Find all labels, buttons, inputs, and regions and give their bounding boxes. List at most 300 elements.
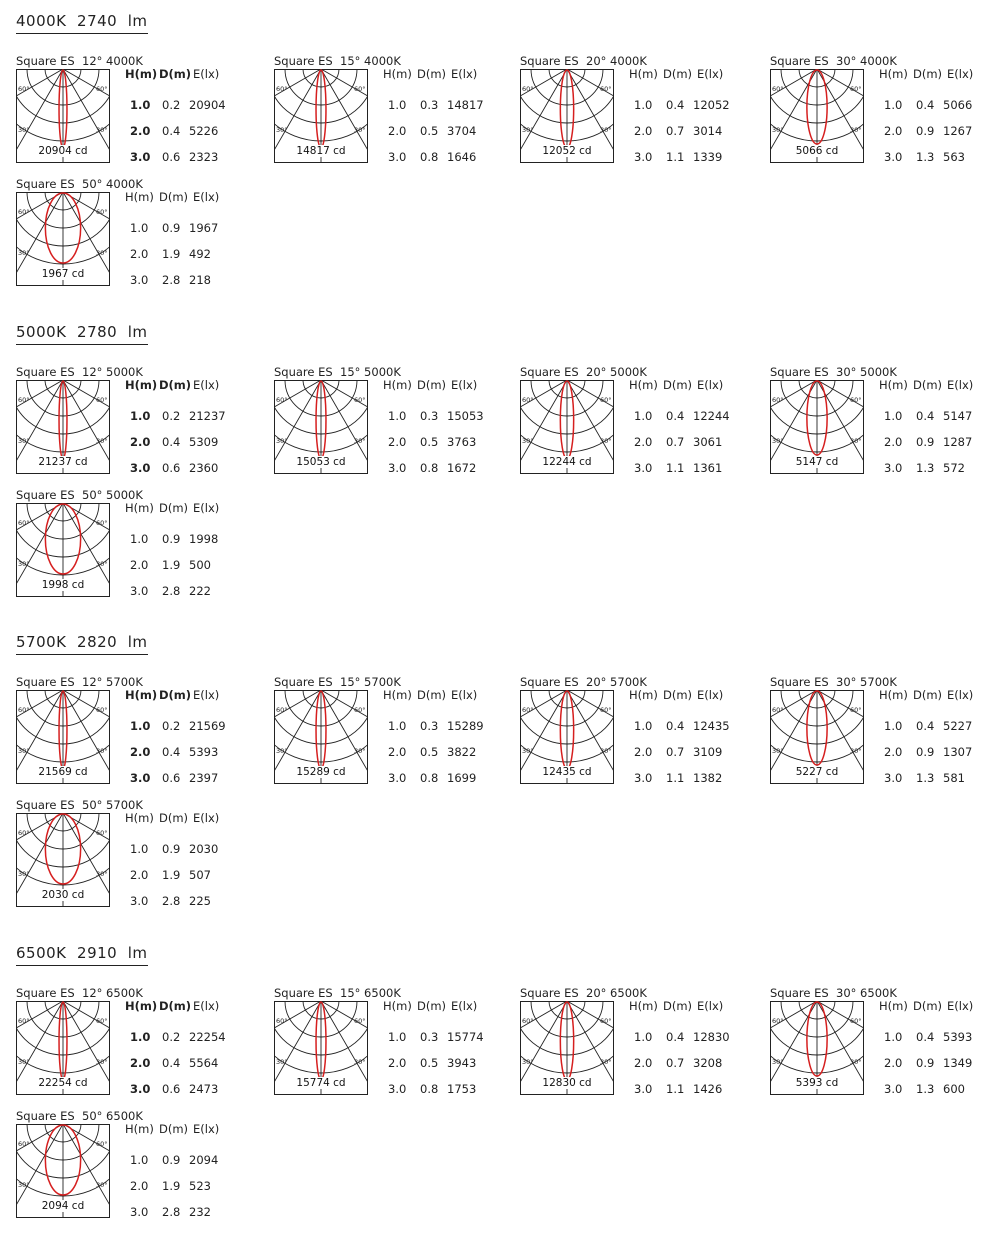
angle-label: 30° [18, 560, 30, 568]
distance-cell: 1.1 [666, 1082, 685, 1096]
angle-label: 30° [276, 126, 288, 134]
peak-candela-label: 22254 cd [38, 1077, 88, 1089]
polar-diagram [520, 1001, 614, 1095]
height-cell: 2.0 [130, 1056, 151, 1070]
table-header: E(lx) [947, 378, 974, 392]
height-cell: 3.0 [388, 150, 407, 164]
polar-diagram [274, 69, 368, 163]
distance-cell: 0.6 [162, 150, 181, 164]
height-cell: 1.0 [884, 98, 903, 112]
angle-label: 60° [772, 85, 784, 93]
angle-label: 60° [96, 1017, 108, 1025]
angle-label: 60° [522, 396, 534, 404]
illuminance-cell: 5309 [189, 435, 219, 449]
table-header: H(m) [383, 999, 412, 1013]
card-title: Square ES 12° 5700K [16, 675, 143, 689]
card-title: Square ES 30° 6500K [770, 986, 897, 1000]
angle-label: 60° [18, 1140, 30, 1148]
table-header: H(m) [879, 67, 908, 81]
height-cell: 2.0 [130, 868, 149, 882]
height-cell: 1.0 [634, 1030, 653, 1044]
table-header: H(m) [125, 688, 158, 702]
photometric-card [16, 986, 246, 1106]
illuminance-cell: 12830 [693, 1030, 730, 1044]
height-cell: 2.0 [130, 124, 151, 138]
card-title: Square ES 20° 5700K [520, 675, 647, 689]
illuminance-cell: 2094 [189, 1153, 219, 1167]
table-header: D(m) [159, 190, 189, 204]
height-cell: 1.0 [130, 1030, 151, 1044]
illuminance-cell: 1287 [943, 435, 973, 449]
distance-cell: 1.1 [666, 461, 685, 475]
polar-diagram [770, 690, 864, 784]
angle-label: 30° [18, 437, 30, 445]
card-title: Square ES 12° 6500K [16, 986, 143, 1000]
table-header: D(m) [663, 999, 693, 1013]
photometric-card [520, 365, 750, 485]
photometric-card [274, 986, 504, 1106]
angle-label: 60° [600, 706, 612, 714]
distance-cell: 0.6 [162, 1082, 181, 1096]
table-header: H(m) [125, 501, 154, 515]
distance-cell: 0.5 [420, 435, 439, 449]
illuminance-table [383, 688, 508, 793]
photometric-card [770, 365, 1000, 485]
table-header: E(lx) [451, 999, 478, 1013]
angle-label: 30° [850, 1058, 862, 1066]
table-header: H(m) [879, 688, 908, 702]
height-cell: 1.0 [388, 1030, 407, 1044]
height-cell: 2.0 [634, 435, 653, 449]
distance-cell: 1.9 [162, 868, 181, 882]
distance-cell: 0.3 [420, 1030, 439, 1044]
distance-cell: 0.7 [666, 1056, 685, 1070]
height-cell: 2.0 [884, 124, 903, 138]
height-cell: 1.0 [130, 221, 149, 235]
illuminance-cell: 22254 [189, 1030, 226, 1044]
photometric-card [770, 986, 1000, 1106]
distance-cell: 0.2 [162, 719, 181, 733]
peak-candela-label: 15289 cd [296, 766, 346, 778]
illuminance-cell: 5564 [189, 1056, 219, 1070]
polar-diagram [16, 192, 110, 286]
height-cell: 1.0 [130, 409, 151, 423]
illuminance-cell: 1672 [447, 461, 477, 475]
table-header: D(m) [417, 688, 447, 702]
table-header: E(lx) [193, 67, 220, 81]
table-header: D(m) [913, 999, 943, 1013]
illuminance-cell: 5393 [943, 1030, 973, 1044]
table-header: E(lx) [697, 378, 724, 392]
photometric-card [770, 675, 1000, 795]
illuminance-cell: 14817 [447, 98, 484, 112]
photometric-card [16, 798, 246, 918]
distance-cell: 0.2 [162, 1030, 181, 1044]
height-cell: 2.0 [130, 745, 151, 759]
angle-label: 30° [522, 126, 534, 134]
card-title: Square ES 12° 4000K [16, 54, 143, 68]
distance-cell: 1.3 [916, 1082, 935, 1096]
angle-label: 60° [96, 208, 108, 216]
photometric-card [520, 675, 750, 795]
distance-cell: 1.1 [666, 771, 685, 785]
illuminance-cell: 21569 [189, 719, 226, 733]
illuminance-cell: 523 [189, 1179, 211, 1193]
distance-cell: 0.3 [420, 719, 439, 733]
distance-cell: 0.8 [420, 150, 439, 164]
height-cell: 3.0 [130, 894, 149, 908]
illuminance-cell: 2323 [189, 150, 219, 164]
table-header: D(m) [913, 67, 943, 81]
illuminance-cell: 5226 [189, 124, 219, 138]
polar-diagram [16, 503, 110, 597]
distance-cell: 0.6 [162, 771, 181, 785]
angle-label: 60° [96, 1140, 108, 1148]
polar-diagram [16, 69, 110, 163]
angle-label: 30° [96, 249, 108, 257]
table-header: D(m) [913, 688, 943, 702]
height-cell: 1.0 [130, 1153, 149, 1167]
angle-label: 60° [18, 396, 30, 404]
illuminance-table [629, 378, 754, 483]
angle-label: 60° [850, 396, 862, 404]
polar-diagram [770, 1001, 864, 1095]
illuminance-cell: 225 [189, 894, 211, 908]
peak-candela-label: 21569 cd [38, 766, 88, 778]
table-header: E(lx) [697, 688, 724, 702]
angle-label: 60° [772, 706, 784, 714]
photometric-card [274, 675, 504, 795]
table-header: H(m) [629, 688, 658, 702]
height-cell: 3.0 [634, 771, 653, 785]
card-title: Square ES 15° 6500K [274, 986, 401, 1000]
angle-label: 30° [276, 437, 288, 445]
distance-cell: 0.5 [420, 745, 439, 759]
table-header: E(lx) [193, 999, 220, 1013]
distance-cell: 1.9 [162, 247, 181, 261]
height-cell: 3.0 [130, 1082, 151, 1096]
peak-candela-label: 1967 cd [41, 268, 85, 280]
height-cell: 3.0 [130, 150, 151, 164]
peak-candela-label: 20904 cd [38, 145, 88, 157]
height-cell: 2.0 [130, 435, 151, 449]
card-title: Square ES 50° 5000K [16, 488, 143, 502]
illuminance-cell: 15774 [447, 1030, 484, 1044]
table-header: E(lx) [193, 811, 220, 825]
angle-label: 30° [522, 437, 534, 445]
angle-label: 60° [772, 396, 784, 404]
illuminance-cell: 1307 [943, 745, 973, 759]
angle-label: 30° [18, 1181, 30, 1189]
card-title: Square ES 20° 4000K [520, 54, 647, 68]
illuminance-cell: 5066 [943, 98, 973, 112]
table-header: H(m) [629, 67, 658, 81]
peak-candela-label: 15053 cd [296, 456, 346, 468]
peak-candela-label: 12830 cd [542, 1077, 592, 1089]
illuminance-table [125, 811, 250, 916]
illuminance-cell: 2397 [189, 771, 219, 785]
table-header: D(m) [417, 67, 447, 81]
distance-cell: 0.6 [162, 461, 181, 475]
illuminance-cell: 1699 [447, 771, 477, 785]
distance-cell: 0.5 [420, 124, 439, 138]
angle-label: 60° [276, 85, 288, 93]
angle-label: 60° [18, 706, 30, 714]
peak-candela-label: 12244 cd [542, 456, 592, 468]
distance-cell: 0.4 [162, 745, 181, 759]
illuminance-cell: 600 [943, 1082, 965, 1096]
distance-cell: 2.8 [162, 273, 181, 287]
angle-label: 30° [18, 747, 30, 755]
illuminance-table [629, 999, 754, 1104]
polar-diagram [520, 380, 614, 474]
photometric-card [520, 986, 750, 1106]
photometric-card [274, 365, 504, 485]
card-title: Square ES 50° 6500K [16, 1109, 143, 1123]
height-cell: 2.0 [388, 435, 407, 449]
table-header: H(m) [629, 999, 658, 1013]
height-cell: 2.0 [388, 745, 407, 759]
illuminance-cell: 1998 [189, 532, 219, 546]
card-title: Square ES 20° 5000K [520, 365, 647, 379]
height-cell: 2.0 [634, 1056, 653, 1070]
polar-diagram [274, 1001, 368, 1095]
angle-label: 30° [600, 126, 612, 134]
angle-label: 60° [772, 1017, 784, 1025]
angle-label: 30° [96, 437, 108, 445]
peak-candela-label: 15774 cd [296, 1077, 346, 1089]
table-header: H(m) [125, 190, 154, 204]
illuminance-cell: 507 [189, 868, 211, 882]
illuminance-cell: 563 [943, 150, 965, 164]
table-header: H(m) [383, 688, 412, 702]
distance-cell: 0.2 [162, 98, 181, 112]
height-cell: 1.0 [130, 719, 151, 733]
illuminance-cell: 3208 [693, 1056, 723, 1070]
illuminance-cell: 1753 [447, 1082, 477, 1096]
table-header: E(lx) [193, 688, 220, 702]
angle-label: 60° [96, 85, 108, 93]
table-header: H(m) [125, 378, 158, 392]
distance-cell: 0.3 [420, 98, 439, 112]
angle-label: 30° [276, 747, 288, 755]
illuminance-cell: 1339 [693, 150, 723, 164]
distance-cell: 2.8 [162, 584, 181, 598]
table-header: E(lx) [193, 1122, 220, 1136]
photometric-card [16, 365, 246, 485]
illuminance-cell: 3061 [693, 435, 723, 449]
polar-diagram [520, 69, 614, 163]
distance-cell: 1.3 [916, 150, 935, 164]
illuminance-cell: 1361 [693, 461, 723, 475]
peak-candela-label: 2094 cd [41, 1200, 85, 1212]
height-cell: 3.0 [130, 1205, 149, 1219]
illuminance-cell: 1967 [189, 221, 219, 235]
photometric-card [16, 1109, 246, 1229]
illuminance-cell: 3943 [447, 1056, 477, 1070]
section-title: 6500K 2910 lm [16, 944, 148, 966]
table-header: D(m) [159, 67, 192, 81]
distance-cell: 0.4 [916, 98, 935, 112]
height-cell: 2.0 [884, 1056, 903, 1070]
photometric-card [16, 675, 246, 795]
illuminance-table [125, 190, 250, 295]
distance-cell: 0.9 [162, 842, 181, 856]
card-title: Square ES 20° 6500K [520, 986, 647, 1000]
height-cell: 3.0 [388, 461, 407, 475]
table-header: H(m) [125, 999, 158, 1013]
table-header: E(lx) [193, 378, 220, 392]
table-header: D(m) [159, 688, 192, 702]
angle-label: 60° [522, 1017, 534, 1025]
distance-cell: 1.3 [916, 771, 935, 785]
angle-label: 30° [18, 870, 30, 878]
illuminance-table [125, 688, 250, 793]
peak-candela-label: 5227 cd [795, 766, 839, 778]
distance-cell: 0.9 [916, 124, 935, 138]
photometric-card [770, 54, 1000, 174]
illuminance-cell: 5147 [943, 409, 973, 423]
illuminance-cell: 572 [943, 461, 965, 475]
angle-label: 30° [96, 560, 108, 568]
height-cell: 3.0 [634, 150, 653, 164]
polar-diagram [520, 690, 614, 784]
polar-diagram [770, 380, 864, 474]
table-header: H(m) [125, 1122, 154, 1136]
height-cell: 1.0 [634, 409, 653, 423]
angle-label: 60° [18, 85, 30, 93]
angle-label: 30° [96, 126, 108, 134]
angle-label: 60° [354, 396, 366, 404]
polar-diagram [16, 1001, 110, 1095]
angle-label: 30° [600, 437, 612, 445]
illuminance-table [125, 999, 250, 1104]
illuminance-cell: 1646 [447, 150, 477, 164]
angle-label: 60° [18, 208, 30, 216]
angle-label: 60° [18, 519, 30, 527]
height-cell: 3.0 [130, 771, 151, 785]
peak-candela-label: 21237 cd [38, 456, 88, 468]
illuminance-cell: 3822 [447, 745, 477, 759]
angle-label: 60° [276, 396, 288, 404]
height-cell: 3.0 [130, 273, 149, 287]
table-header: D(m) [159, 999, 192, 1013]
height-cell: 3.0 [634, 1082, 653, 1096]
table-header: D(m) [159, 811, 189, 825]
polar-diagram [274, 690, 368, 784]
polar-diagram [16, 690, 110, 784]
angle-label: 60° [354, 706, 366, 714]
height-cell: 1.0 [388, 409, 407, 423]
angle-label: 60° [18, 829, 30, 837]
height-cell: 1.0 [884, 409, 903, 423]
polar-diagram [770, 69, 864, 163]
distance-cell: 0.8 [420, 771, 439, 785]
illuminance-table [125, 67, 250, 172]
distance-cell: 0.4 [666, 98, 685, 112]
height-cell: 1.0 [388, 719, 407, 733]
section-title: 4000K 2740 lm [16, 12, 148, 34]
distance-cell: 0.4 [162, 1056, 181, 1070]
angle-label: 30° [96, 1181, 108, 1189]
illuminance-table [383, 999, 508, 1104]
angle-label: 60° [522, 85, 534, 93]
height-cell: 3.0 [884, 1082, 903, 1096]
illuminance-cell: 20904 [189, 98, 226, 112]
height-cell: 2.0 [388, 124, 407, 138]
height-cell: 1.0 [388, 98, 407, 112]
illuminance-table [383, 378, 508, 483]
height-cell: 3.0 [130, 461, 151, 475]
angle-label: 60° [276, 1017, 288, 1025]
height-cell: 1.0 [634, 98, 653, 112]
angle-label: 30° [18, 249, 30, 257]
angle-label: 60° [96, 706, 108, 714]
distance-cell: 0.4 [162, 124, 181, 138]
table-header: E(lx) [193, 501, 220, 515]
polar-diagram [16, 1124, 110, 1218]
card-title: Square ES 50° 5700K [16, 798, 143, 812]
illuminance-cell: 3014 [693, 124, 723, 138]
table-header: E(lx) [451, 378, 478, 392]
table-header: H(m) [879, 378, 908, 392]
distance-cell: 0.7 [666, 435, 685, 449]
illuminance-cell: 218 [189, 273, 211, 287]
table-header: D(m) [913, 378, 943, 392]
illuminance-cell: 2473 [189, 1082, 219, 1096]
table-header: E(lx) [947, 999, 974, 1013]
card-title: Square ES 30° 5700K [770, 675, 897, 689]
angle-label: 60° [354, 85, 366, 93]
distance-cell: 0.4 [666, 1030, 685, 1044]
distance-cell: 1.1 [666, 150, 685, 164]
card-title: Square ES 12° 5000K [16, 365, 143, 379]
angle-label: 30° [772, 1058, 784, 1066]
table-header: E(lx) [697, 999, 724, 1013]
angle-label: 60° [850, 85, 862, 93]
illuminance-cell: 12244 [693, 409, 730, 423]
card-title: Square ES 15° 5000K [274, 365, 401, 379]
height-cell: 3.0 [634, 461, 653, 475]
table-header: H(m) [629, 378, 658, 392]
table-header: D(m) [663, 67, 693, 81]
peak-candela-label: 12052 cd [542, 145, 592, 157]
distance-cell: 1.9 [162, 1179, 181, 1193]
angle-label: 30° [18, 1058, 30, 1066]
photometric-card [274, 54, 504, 174]
distance-cell: 0.8 [420, 1082, 439, 1096]
height-cell: 2.0 [388, 1056, 407, 1070]
angle-label: 30° [772, 747, 784, 755]
height-cell: 1.0 [634, 719, 653, 733]
distance-cell: 0.4 [162, 435, 181, 449]
table-header: D(m) [417, 999, 447, 1013]
distance-cell: 0.9 [916, 745, 935, 759]
distance-cell: 0.8 [420, 461, 439, 475]
table-header: H(m) [383, 378, 412, 392]
table-header: E(lx) [451, 67, 478, 81]
peak-candela-label: 5147 cd [795, 456, 839, 468]
table-header: D(m) [159, 378, 192, 392]
table-header: H(m) [125, 811, 154, 825]
angle-label: 30° [96, 1058, 108, 1066]
angle-label: 30° [522, 1058, 534, 1066]
angle-label: 60° [96, 396, 108, 404]
table-header: E(lx) [451, 688, 478, 702]
photometric-card [16, 488, 246, 608]
distance-cell: 0.4 [916, 409, 935, 423]
angle-label: 30° [850, 126, 862, 134]
